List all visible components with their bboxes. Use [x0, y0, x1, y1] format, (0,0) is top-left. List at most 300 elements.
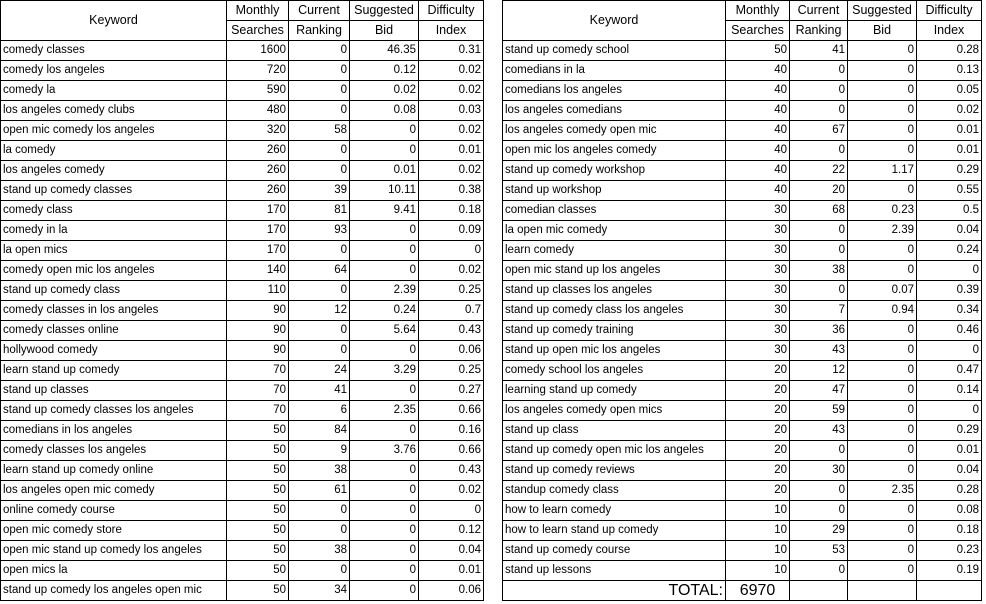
keyword-cell[interactable]: stand up comedy los angeles open mic — [1, 581, 227, 601]
monthly-searches-cell[interactable]: 90 — [227, 341, 289, 361]
keyword-cell[interactable]: stand up classes los angeles — [503, 281, 726, 301]
table-row — [1, 321, 484, 341]
current-ranking-cell[interactable]: 20 — [790, 181, 848, 201]
total-value[interactable]: 6970 — [726, 581, 790, 601]
monthly-searches-cell[interactable]: 170 — [227, 221, 289, 241]
monthly-searches-cell[interactable]: 30 — [726, 281, 790, 301]
ranking-header-line1[interactable]: Current — [790, 1, 848, 21]
bid-header-line2[interactable]: Bid — [848, 21, 917, 41]
current-ranking-cell[interactable]: 0 — [289, 501, 350, 521]
monthly-searches-cell[interactable]: 10 — [726, 501, 790, 521]
suggested-bid-cell[interactable]: 1.17 — [848, 161, 917, 181]
monthly-searches-cell[interactable]: 50 — [227, 541, 289, 561]
keyword-cell[interactable]: learn stand up comedy online — [1, 461, 227, 481]
monthly-searches-cell[interactable]: 50 — [227, 581, 289, 601]
keyword-cell[interactable]: los angeles comedy open mics — [503, 401, 726, 421]
monthly-searches-cell[interactable]: 140 — [227, 261, 289, 281]
monthly-searches-cell[interactable]: 110 — [227, 281, 289, 301]
keyword-cell[interactable]: comedy la — [1, 81, 227, 101]
suggested-bid-cell[interactable]: 0 — [848, 541, 917, 561]
difficulty-index-cell[interactable]: 0.01 — [419, 141, 484, 161]
current-ranking-cell[interactable]: 0 — [790, 61, 848, 81]
difficulty-index-cell[interactable]: 0.02 — [419, 481, 484, 501]
difficulty-index-cell[interactable]: 0.01 — [917, 141, 982, 161]
monthly-searches-cell[interactable]: 1600 — [227, 41, 289, 61]
current-ranking-cell[interactable]: 68 — [790, 201, 848, 221]
difficulty-index-cell[interactable]: 0.47 — [917, 361, 982, 381]
difficulty-index-cell[interactable]: 0.46 — [917, 321, 982, 341]
keyword-cell[interactable]: how to learn stand up comedy — [503, 521, 726, 541]
suggested-bid-cell[interactable]: 0 — [350, 541, 419, 561]
keyword-cell[interactable]: learn stand up comedy — [1, 361, 227, 381]
difficulty-index-cell[interactable]: 0.02 — [419, 161, 484, 181]
suggested-bid-cell[interactable]: 0 — [848, 81, 917, 101]
current-ranking-cell[interactable]: 41 — [790, 41, 848, 61]
keyword-header[interactable]: Keyword — [1, 1, 227, 41]
keyword-cell[interactable]: comedians in los angeles — [1, 421, 227, 441]
suggested-bid-cell[interactable]: 2.39 — [350, 281, 419, 301]
monthly-searches-cell[interactable]: 260 — [227, 141, 289, 161]
difficulty-index-cell[interactable]: 0.66 — [419, 441, 484, 461]
monthly-searches-cell[interactable]: 50 — [227, 521, 289, 541]
monthly-searches-cell[interactable]: 40 — [726, 101, 790, 121]
monthly-searches-cell[interactable]: 40 — [726, 61, 790, 81]
difficulty-index-cell[interactable]: 0.38 — [419, 181, 484, 201]
current-ranking-cell[interactable]: 38 — [790, 261, 848, 281]
difficulty-index-cell[interactable]: 0.34 — [917, 301, 982, 321]
suggested-bid-cell[interactable]: 0 — [350, 341, 419, 361]
current-ranking-cell[interactable]: 38 — [289, 541, 350, 561]
current-ranking-cell[interactable]: 0 — [289, 341, 350, 361]
current-ranking-cell[interactable]: 0 — [289, 241, 350, 261]
current-ranking-cell[interactable]: 61 — [289, 481, 350, 501]
difficulty-index-cell[interactable]: 0.19 — [917, 561, 982, 581]
monthly-searches-cell[interactable]: 10 — [726, 521, 790, 541]
suggested-bid-cell[interactable]: 0.01 — [350, 161, 419, 181]
difficulty-index-cell[interactable]: 0.7 — [419, 301, 484, 321]
keyword-cell[interactable]: la comedy — [1, 141, 227, 161]
current-ranking-cell[interactable]: 7 — [790, 301, 848, 321]
keyword-cell[interactable]: stand up classes — [1, 381, 227, 401]
current-ranking-cell[interactable]: 22 — [790, 161, 848, 181]
ranking-header-line2[interactable]: Ranking — [790, 21, 848, 41]
difficulty-index-cell[interactable]: 0.05 — [917, 81, 982, 101]
current-ranking-cell[interactable]: 0 — [790, 241, 848, 261]
keyword-cell[interactable]: stand up comedy open mic los angeles — [503, 441, 726, 461]
difficulty-index-cell[interactable]: 0.16 — [419, 421, 484, 441]
current-ranking-cell[interactable]: 6 — [289, 401, 350, 421]
difficulty-index-cell[interactable]: 0 — [917, 401, 982, 421]
keyword-cell[interactable]: open mics la — [1, 561, 227, 581]
monthly-searches-cell[interactable]: 70 — [227, 401, 289, 421]
suggested-bid-cell[interactable]: 0 — [848, 381, 917, 401]
keyword-cell[interactable]: stand up comedy workshop — [503, 161, 726, 181]
keyword-cell[interactable]: comedy in la — [1, 221, 227, 241]
monthly-header-line1[interactable]: Monthly — [726, 1, 790, 21]
current-ranking-cell[interactable]: 0 — [289, 141, 350, 161]
monthly-searches-cell[interactable]: 590 — [227, 81, 289, 101]
keyword-cell[interactable]: learn comedy — [503, 241, 726, 261]
difficulty-index-cell[interactable]: 0.09 — [419, 221, 484, 241]
keyword-cell[interactable]: stand up comedy school — [503, 41, 726, 61]
suggested-bid-cell[interactable]: 0 — [848, 61, 917, 81]
total-label[interactable]: TOTAL: — [503, 581, 726, 601]
keyword-cell[interactable]: open mic los angeles comedy — [503, 141, 726, 161]
difficulty-index-cell[interactable]: 0.18 — [419, 201, 484, 221]
keyword-cell[interactable]: comedians in la — [503, 61, 726, 81]
current-ranking-cell[interactable]: 0 — [790, 281, 848, 301]
difficulty-index-cell[interactable]: 0.02 — [917, 101, 982, 121]
keyword-header[interactable]: Keyword — [503, 1, 726, 41]
current-ranking-cell[interactable]: 47 — [790, 381, 848, 401]
suggested-bid-cell[interactable]: 0.12 — [350, 61, 419, 81]
difficulty-index-cell[interactable]: 0.06 — [419, 581, 484, 601]
current-ranking-cell[interactable]: 29 — [790, 521, 848, 541]
keyword-cell[interactable]: hollywood comedy — [1, 341, 227, 361]
difficulty-index-cell[interactable]: 0.43 — [419, 461, 484, 481]
suggested-bid-cell[interactable]: 46.35 — [350, 41, 419, 61]
suggested-bid-cell[interactable]: 0 — [350, 521, 419, 541]
current-ranking-cell[interactable]: 0 — [289, 61, 350, 81]
keyword-cell[interactable]: comedy school los angeles — [503, 361, 726, 381]
monthly-searches-cell[interactable]: 70 — [227, 381, 289, 401]
difficulty-index-cell[interactable]: 0.12 — [419, 521, 484, 541]
current-ranking-cell[interactable]: 0 — [289, 281, 350, 301]
current-ranking-cell[interactable]: 93 — [289, 221, 350, 241]
suggested-bid-cell[interactable]: 0 — [848, 41, 917, 61]
keyword-cell[interactable]: comedy open mic los angeles — [1, 261, 227, 281]
difficulty-index-cell[interactable]: 0.25 — [419, 361, 484, 381]
difficulty-index-cell[interactable]: 0.02 — [419, 61, 484, 81]
difficulty-index-cell[interactable]: 0.06 — [419, 341, 484, 361]
difficulty-index-cell[interactable]: 0.28 — [917, 481, 982, 501]
difficulty-header-line2[interactable]: Index — [917, 21, 982, 41]
empty-cell[interactable] — [848, 581, 917, 601]
ranking-header-line1[interactable]: Current — [289, 1, 350, 21]
monthly-searches-cell[interactable]: 50 — [227, 561, 289, 581]
monthly-searches-cell[interactable]: 40 — [726, 141, 790, 161]
difficulty-index-cell[interactable]: 0.25 — [419, 281, 484, 301]
difficulty-index-cell[interactable]: 0 — [419, 501, 484, 521]
current-ranking-cell[interactable]: 38 — [289, 461, 350, 481]
difficulty-index-cell[interactable]: 0 — [917, 261, 982, 281]
difficulty-index-cell[interactable]: 0 — [917, 341, 982, 361]
keyword-cell[interactable]: how to learn comedy — [503, 501, 726, 521]
difficulty-index-cell[interactable]: 0.01 — [917, 441, 982, 461]
current-ranking-cell[interactable]: 36 — [790, 321, 848, 341]
difficulty-index-cell[interactable]: 0.23 — [917, 541, 982, 561]
suggested-bid-cell[interactable]: 2.35 — [350, 401, 419, 421]
difficulty-index-cell[interactable]: 0 — [419, 241, 484, 261]
suggested-bid-cell[interactable]: 0 — [848, 421, 917, 441]
keyword-cell[interactable]: comedy classes online — [1, 321, 227, 341]
bid-header-line2[interactable]: Bid — [350, 21, 419, 41]
keyword-cell[interactable]: los angeles open mic comedy — [1, 481, 227, 501]
suggested-bid-cell[interactable]: 0 — [848, 341, 917, 361]
current-ranking-cell[interactable]: 41 — [289, 381, 350, 401]
keyword-cell[interactable]: stand up comedy course — [503, 541, 726, 561]
current-ranking-cell[interactable]: 43 — [790, 341, 848, 361]
monthly-searches-cell[interactable]: 40 — [726, 161, 790, 181]
monthly-searches-cell[interactable]: 40 — [726, 81, 790, 101]
keyword-cell[interactable]: comedian classes — [503, 201, 726, 221]
monthly-searches-cell[interactable]: 30 — [726, 221, 790, 241]
current-ranking-cell[interactable]: 0 — [289, 521, 350, 541]
difficulty-index-cell[interactable]: 0.66 — [419, 401, 484, 421]
difficulty-index-cell[interactable]: 0.18 — [917, 521, 982, 541]
suggested-bid-cell[interactable]: 0.02 — [350, 81, 419, 101]
difficulty-index-cell[interactable]: 0.55 — [917, 181, 982, 201]
current-ranking-cell[interactable]: 9 — [289, 441, 350, 461]
keyword-cell[interactable]: learning stand up comedy — [503, 381, 726, 401]
keyword-cell[interactable]: comedy classes — [1, 41, 227, 61]
suggested-bid-cell[interactable]: 0 — [350, 561, 419, 581]
suggested-bid-cell[interactable]: 0 — [848, 141, 917, 161]
current-ranking-cell[interactable]: 59 — [790, 401, 848, 421]
monthly-searches-cell[interactable]: 20 — [726, 461, 790, 481]
current-ranking-cell[interactable]: 12 — [289, 301, 350, 321]
keyword-cell[interactable]: open mic stand up los angeles — [503, 261, 726, 281]
monthly-searches-cell[interactable]: 10 — [726, 541, 790, 561]
difficulty-index-cell[interactable]: 0.39 — [917, 281, 982, 301]
suggested-bid-cell[interactable]: 0.07 — [848, 281, 917, 301]
keyword-cell[interactable]: comedy los angeles — [1, 61, 227, 81]
difficulty-header-line2[interactable]: Index — [419, 21, 484, 41]
suggested-bid-cell[interactable]: 0 — [350, 381, 419, 401]
current-ranking-cell[interactable]: 0 — [289, 161, 350, 181]
difficulty-index-cell[interactable]: 0.24 — [917, 241, 982, 261]
current-ranking-cell[interactable]: 0 — [790, 481, 848, 501]
current-ranking-cell[interactable]: 58 — [289, 121, 350, 141]
empty-cell[interactable] — [917, 581, 982, 601]
difficulty-index-cell[interactable]: 0.5 — [917, 201, 982, 221]
keyword-cell[interactable]: la open mics — [1, 241, 227, 261]
suggested-bid-cell[interactable]: 0 — [848, 521, 917, 541]
difficulty-header-line1[interactable]: Difficulty — [419, 1, 484, 21]
monthly-searches-cell[interactable]: 20 — [726, 421, 790, 441]
current-ranking-cell[interactable]: 12 — [790, 361, 848, 381]
keyword-cell[interactable]: stand up lessons — [503, 561, 726, 581]
suggested-bid-cell[interactable]: 0 — [350, 581, 419, 601]
monthly-header-line1[interactable]: Monthly — [227, 1, 289, 21]
monthly-header-line2[interactable]: Searches — [726, 21, 790, 41]
suggested-bid-cell[interactable]: 0.08 — [350, 101, 419, 121]
current-ranking-cell[interactable]: 0 — [790, 561, 848, 581]
monthly-searches-cell[interactable]: 260 — [227, 181, 289, 201]
difficulty-index-cell[interactable]: 0.01 — [917, 121, 982, 141]
current-ranking-cell[interactable]: 34 — [289, 581, 350, 601]
monthly-searches-cell[interactable]: 70 — [227, 361, 289, 381]
suggested-bid-cell[interactable]: 0 — [848, 361, 917, 381]
monthly-searches-cell[interactable]: 90 — [227, 321, 289, 341]
difficulty-index-cell[interactable]: 0.02 — [419, 81, 484, 101]
monthly-searches-cell[interactable]: 30 — [726, 321, 790, 341]
monthly-searches-cell[interactable]: 20 — [726, 441, 790, 461]
keyword-cell[interactable]: los angeles comedy clubs — [1, 101, 227, 121]
suggested-bid-cell[interactable]: 3.29 — [350, 361, 419, 381]
suggested-bid-cell[interactable]: 0 — [848, 181, 917, 201]
monthly-header-line2[interactable]: Searches — [227, 21, 289, 41]
monthly-searches-cell[interactable]: 720 — [227, 61, 289, 81]
difficulty-index-cell[interactable]: 0.29 — [917, 161, 982, 181]
suggested-bid-cell[interactable]: 2.35 — [848, 481, 917, 501]
difficulty-index-cell[interactable]: 0.14 — [917, 381, 982, 401]
suggested-bid-cell[interactable]: 0 — [350, 481, 419, 501]
monthly-searches-cell[interactable]: 170 — [227, 201, 289, 221]
suggested-bid-cell[interactable]: 0 — [848, 261, 917, 281]
monthly-searches-cell[interactable]: 40 — [726, 121, 790, 141]
difficulty-index-cell[interactable]: 0.01 — [419, 561, 484, 581]
suggested-bid-cell[interactable]: 0 — [848, 401, 917, 421]
monthly-searches-cell[interactable]: 30 — [726, 261, 790, 281]
keyword-cell[interactable]: open mic comedy los angeles — [1, 121, 227, 141]
current-ranking-cell[interactable]: 0 — [289, 81, 350, 101]
monthly-searches-cell[interactable]: 50 — [726, 41, 790, 61]
monthly-searches-cell[interactable]: 20 — [726, 401, 790, 421]
current-ranking-cell[interactable]: 0 — [790, 501, 848, 521]
suggested-bid-cell[interactable]: 9.41 — [350, 201, 419, 221]
table-row — [503, 261, 982, 281]
empty-cell[interactable] — [790, 581, 848, 601]
keyword-cell[interactable]: open mic comedy store — [1, 521, 227, 541]
current-ranking-cell[interactable]: 64 — [289, 261, 350, 281]
current-ranking-cell[interactable]: 81 — [289, 201, 350, 221]
bid-header-line1[interactable]: Suggested — [350, 1, 419, 21]
keyword-cell[interactable]: open mic stand up comedy los angeles — [1, 541, 227, 561]
difficulty-index-cell[interactable]: 0.04 — [917, 461, 982, 481]
suggested-bid-cell[interactable]: 0 — [848, 101, 917, 121]
suggested-bid-cell[interactable]: 0.94 — [848, 301, 917, 321]
monthly-searches-cell[interactable]: 30 — [726, 201, 790, 221]
suggested-bid-cell[interactable]: 0 — [350, 501, 419, 521]
current-ranking-cell[interactable]: 84 — [289, 421, 350, 441]
suggested-bid-cell[interactable]: 0 — [848, 461, 917, 481]
current-ranking-cell[interactable]: 43 — [790, 421, 848, 441]
monthly-searches-cell[interactable]: 260 — [227, 161, 289, 181]
difficulty-index-cell[interactable]: 0.29 — [917, 421, 982, 441]
difficulty-header-line1[interactable]: Difficulty — [917, 1, 982, 21]
current-ranking-cell[interactable]: 0 — [790, 141, 848, 161]
monthly-searches-cell[interactable]: 480 — [227, 101, 289, 121]
current-ranking-cell[interactable]: 0 — [790, 441, 848, 461]
suggested-bid-cell[interactable]: 0 — [350, 121, 419, 141]
monthly-searches-cell[interactable]: 30 — [726, 341, 790, 361]
suggested-bid-cell[interactable]: 0 — [350, 461, 419, 481]
keyword-cell[interactable]: comedy class — [1, 201, 227, 221]
keyword-cell[interactable]: stand up comedy classes — [1, 181, 227, 201]
keyword-cell[interactable]: la open mic comedy — [503, 221, 726, 241]
current-ranking-cell[interactable]: 0 — [289, 41, 350, 61]
monthly-searches-cell[interactable]: 40 — [726, 181, 790, 201]
monthly-searches-cell[interactable]: 320 — [227, 121, 289, 141]
difficulty-index-cell[interactable]: 0.02 — [419, 121, 484, 141]
keyword-cell[interactable]: stand up comedy classes los angeles — [1, 401, 227, 421]
keyword-cell[interactable]: stand up comedy class los angeles — [503, 301, 726, 321]
keyword-cell[interactable]: comedy classes los angeles — [1, 441, 227, 461]
suggested-bid-cell[interactable]: 0 — [848, 501, 917, 521]
current-ranking-cell[interactable]: 0 — [289, 321, 350, 341]
monthly-searches-cell[interactable]: 10 — [726, 561, 790, 581]
suggested-bid-cell[interactable]: 0 — [848, 121, 917, 141]
monthly-searches-cell[interactable]: 90 — [227, 301, 289, 321]
monthly-searches-cell[interactable]: 20 — [726, 381, 790, 401]
suggested-bid-cell[interactable]: 0.24 — [350, 301, 419, 321]
keyword-cell[interactable]: stand up workshop — [503, 181, 726, 201]
current-ranking-cell[interactable]: 24 — [289, 361, 350, 381]
current-ranking-cell[interactable]: 0 — [289, 561, 350, 581]
keyword-cell[interactable]: stand up comedy class — [1, 281, 227, 301]
keyword-cell[interactable]: comedy classes in los angeles — [1, 301, 227, 321]
current-ranking-cell[interactable]: 0 — [790, 81, 848, 101]
current-ranking-cell[interactable]: 30 — [790, 461, 848, 481]
suggested-bid-cell[interactable]: 0 — [350, 421, 419, 441]
difficulty-index-cell[interactable]: 0.04 — [917, 221, 982, 241]
current-ranking-cell[interactable]: 0 — [790, 221, 848, 241]
current-ranking-cell[interactable]: 67 — [790, 121, 848, 141]
ranking-header-line2[interactable]: Ranking — [289, 21, 350, 41]
monthly-searches-cell[interactable]: 50 — [227, 501, 289, 521]
difficulty-index-cell[interactable]: 0.08 — [917, 501, 982, 521]
difficulty-index-cell[interactable]: 0.02 — [419, 261, 484, 281]
suggested-bid-cell[interactable]: 0 — [848, 441, 917, 461]
monthly-searches-cell[interactable]: 30 — [726, 301, 790, 321]
suggested-bid-cell[interactable]: 0 — [350, 141, 419, 161]
keyword-cell[interactable]: los angeles comedy — [1, 161, 227, 181]
monthly-searches-cell[interactable]: 30 — [726, 241, 790, 261]
suggested-bid-cell[interactable]: 0 — [848, 321, 917, 341]
suggested-bid-cell[interactable]: 3.76 — [350, 441, 419, 461]
current-ranking-cell[interactable]: 53 — [790, 541, 848, 561]
monthly-searches-cell[interactable]: 20 — [726, 481, 790, 501]
monthly-searches-cell[interactable]: 20 — [726, 361, 790, 381]
keyword-cell[interactable]: stand up open mic los angeles — [503, 341, 726, 361]
difficulty-index-cell[interactable]: 0.28 — [917, 41, 982, 61]
current-ranking-cell[interactable]: 0 — [289, 101, 350, 121]
difficulty-index-cell[interactable]: 0.27 — [419, 381, 484, 401]
keyword-cell[interactable]: los angeles comedy open mic — [503, 121, 726, 141]
keyword-cell[interactable]: stand up comedy reviews — [503, 461, 726, 481]
suggested-bid-cell[interactable]: 2.39 — [848, 221, 917, 241]
difficulty-index-cell[interactable]: 0.13 — [917, 61, 982, 81]
monthly-searches-cell[interactable]: 50 — [227, 461, 289, 481]
monthly-searches-cell[interactable]: 50 — [227, 481, 289, 501]
keyword-cell[interactable]: online comedy course — [1, 501, 227, 521]
keyword-cell[interactable]: stand up class — [503, 421, 726, 441]
monthly-searches-cell[interactable]: 50 — [227, 421, 289, 441]
suggested-bid-cell[interactable]: 0 — [350, 241, 419, 261]
current-ranking-cell[interactable]: 0 — [790, 101, 848, 121]
suggested-bid-cell[interactable]: 0 — [350, 261, 419, 281]
keyword-cell[interactable]: los angeles comedians — [503, 101, 726, 121]
difficulty-index-cell[interactable]: 0.03 — [419, 101, 484, 121]
difficulty-index-cell[interactable]: 0.43 — [419, 321, 484, 341]
keyword-cell[interactable]: comedians los angeles — [503, 81, 726, 101]
difficulty-index-cell[interactable]: 0.04 — [419, 541, 484, 561]
difficulty-index-cell[interactable]: 0.31 — [419, 41, 484, 61]
suggested-bid-cell[interactable]: 0.23 — [848, 201, 917, 221]
keyword-cell[interactable]: standup comedy class — [503, 481, 726, 501]
suggested-bid-cell[interactable]: 0 — [350, 221, 419, 241]
suggested-bid-cell[interactable]: 5.64 — [350, 321, 419, 341]
current-ranking-cell[interactable]: 39 — [289, 181, 350, 201]
monthly-searches-cell[interactable]: 50 — [227, 441, 289, 461]
monthly-searches-cell[interactable]: 170 — [227, 241, 289, 261]
suggested-bid-cell[interactable]: 0 — [848, 561, 917, 581]
bid-header-line1[interactable]: Suggested — [848, 1, 917, 21]
suggested-bid-cell[interactable]: 10.11 — [350, 181, 419, 201]
keyword-cell[interactable]: stand up comedy training — [503, 321, 726, 341]
suggested-bid-cell[interactable]: 0 — [848, 241, 917, 261]
